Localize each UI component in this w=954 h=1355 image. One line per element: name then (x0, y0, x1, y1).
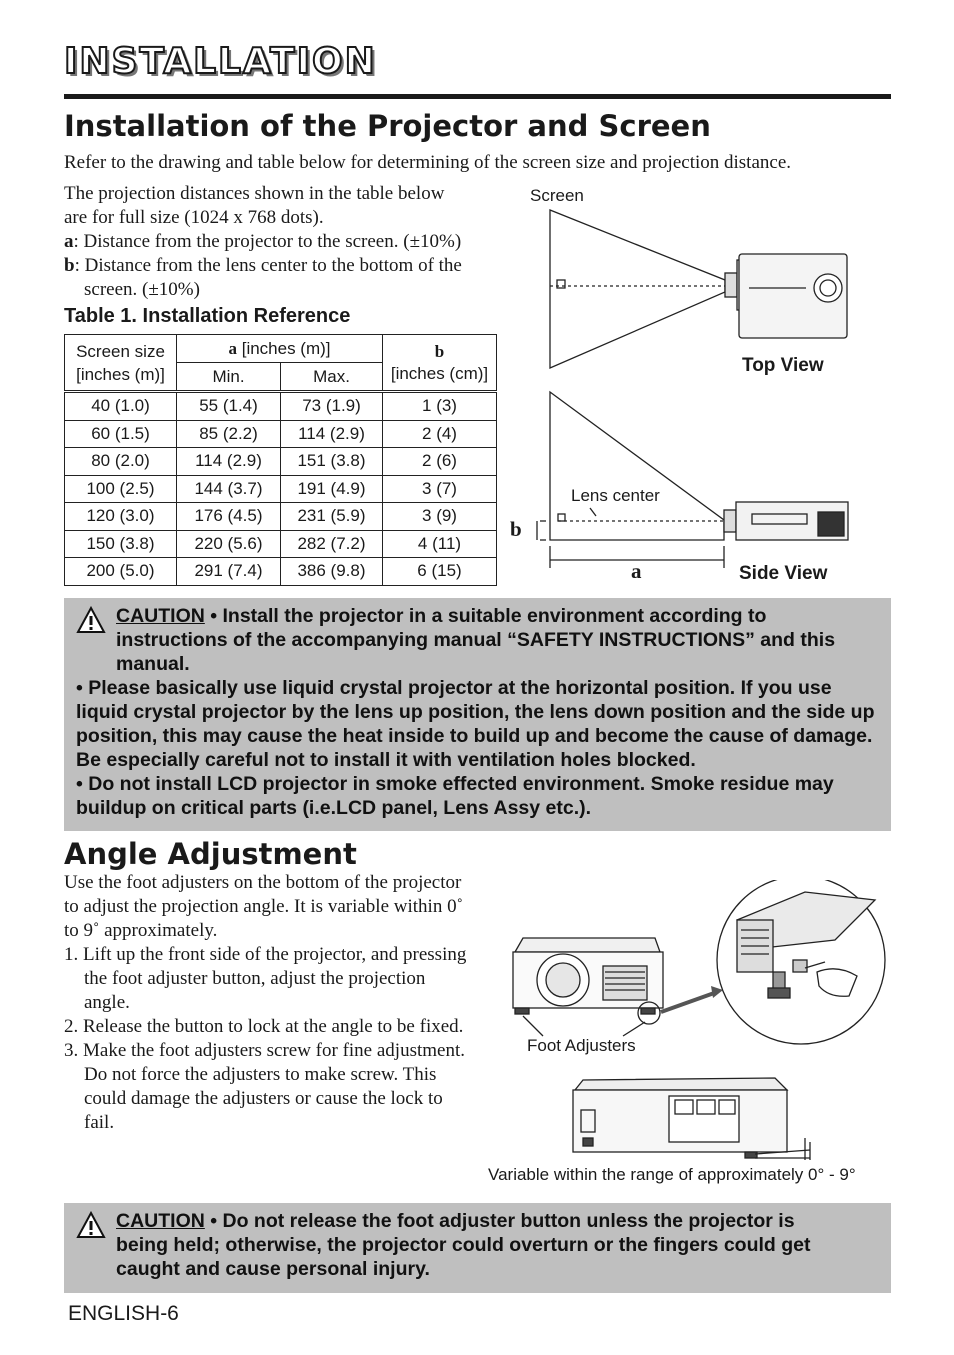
caution-text-cont: instructions of the accompanying manual “SAFETY INSTRUCTIONS” and this manual. (116, 629, 836, 675)
top-view-drawing (550, 210, 847, 368)
table-row (65, 475, 497, 503)
caution-box-foot-adjuster (64, 1203, 891, 1293)
table-cell: 176 (4.5) (177, 503, 281, 531)
warning-triangle-icon (76, 1211, 106, 1239)
table-cell: 282 (7.2) (281, 530, 383, 558)
table-cell: 151 (3.8) (281, 448, 383, 476)
table-cell: 85 (2.2) (177, 420, 281, 448)
page-footer: ENGLISH-6 (68, 1302, 179, 1325)
table-cell: 386 (9.8) (281, 558, 383, 586)
col-header-b-unit: [inches (cm)] (390, 363, 489, 383)
col-header-b (383, 335, 497, 392)
definition-a (64, 230, 504, 254)
table-cell: 6 (15) (383, 558, 497, 586)
description-line: The projection distances shown in the table below (64, 183, 445, 204)
section2-intro: Use the foot adjusters on the bottom of the projector to adjust the projection angle. It is variable within 0˚ to 9˚ approximately. (64, 872, 463, 941)
definition-b-key: b (64, 255, 75, 276)
caution-word: CAUTION (116, 605, 205, 627)
table-cell: 114 (2.9) (281, 420, 383, 448)
table-cell: 100 (2.5) (65, 475, 177, 503)
caution-bullet: • Please basically use liquid crystal projector at the horizontal position. If you use liquid crystal projector by the lens up position, the lens down position and the side up position, this may cause the heat inside to build up and become the cause of damage. Be especially careful not to install it with ventilation holes blocked. (76, 677, 875, 771)
definition-a-text: : Distance from the projector to the screen. (±10%) (73, 231, 462, 252)
table-cell: 291 (7.4) (177, 558, 281, 586)
title-rule (64, 94, 891, 99)
section-heading-angle: Angle Adjustment (64, 837, 357, 871)
foot-adjuster-illustration (505, 880, 890, 1170)
col-header-min: Min. (177, 363, 281, 392)
table-cell: 1 (3) (383, 392, 497, 421)
section2-text (64, 871, 474, 1135)
col-header-max: Max. (281, 363, 383, 392)
table-cell: 220 (5.6) (177, 530, 281, 558)
page-title: INSTALLATION (64, 41, 377, 82)
col-header-screen-size: Screen size [inches (m)] (65, 335, 177, 392)
section1-intro: Refer to the drawing and table below for determining of the screen size and projection distance. (64, 152, 792, 173)
lens-center-label: Lens center (571, 486, 660, 505)
table-cell: 4 (11) (383, 530, 497, 558)
definition-b (64, 254, 504, 302)
caution-word: CAUTION (116, 1210, 205, 1232)
installation-reference-table (64, 334, 497, 586)
table-row (65, 392, 497, 421)
table-cell: 191 (4.9) (281, 475, 383, 503)
table-cell: 150 (3.8) (65, 530, 177, 558)
foot-adjusters-label: Foot Adjusters (527, 1036, 636, 1055)
step-item: 1. Lift up the front side of the projector, and pressing the foot adjuster button, adjust the projection angle. (64, 944, 467, 1013)
screen-label: Screen (530, 186, 584, 205)
table-cell: 200 (5.0) (65, 558, 177, 586)
step-item: 2. Release the button to lock at the angle to be fixed. (64, 1016, 464, 1037)
section1-description (64, 182, 504, 302)
col-header-a-unit: [inches (m)] (241, 338, 331, 358)
col-header-a (177, 335, 383, 363)
top-view-label: Top View (742, 355, 824, 376)
side-view-drawing (537, 392, 848, 568)
projection-diagram (510, 180, 890, 590)
caution-box-environment (64, 598, 891, 831)
col-header-a-key: a (228, 338, 237, 358)
table-cell: 3 (7) (383, 475, 497, 503)
table-row (65, 420, 497, 448)
angle-range-label: Variable within the range of approximately 0° - 9° (488, 1165, 856, 1184)
warning-triangle-icon (76, 606, 106, 634)
table-row (65, 448, 497, 476)
table-row (65, 503, 497, 531)
definition-b-text: : Distance from the lens center to the bottom of the screen. (±10%) (74, 255, 462, 300)
table-cell: 55 (1.4) (177, 392, 281, 421)
table-cell: 3 (9) (383, 503, 497, 531)
col-header-b-key: b (434, 341, 445, 361)
step-item: 3. Make the foot adjusters screw for fine adjustment. Do not force the adjusters to make screw. This could damage the adjusters or cause the lock to fail. (64, 1040, 465, 1133)
table-cell: 231 (5.9) (281, 503, 383, 531)
table-cell: 114 (2.9) (177, 448, 281, 476)
table-row (65, 530, 497, 558)
table-cell: 120 (3.0) (65, 503, 177, 531)
definition-a-key: a (64, 231, 74, 252)
table-cell: 40 (1.0) (65, 392, 177, 421)
description-line: are for full size (1024 x 768 dots). (64, 207, 324, 228)
table-caption: Table 1. Installation Reference (64, 305, 351, 327)
table-cell: 2 (6) (383, 448, 497, 476)
dimension-b-label: b (510, 517, 522, 541)
table-cell: 144 (3.7) (177, 475, 281, 503)
table-cell: 2 (4) (383, 420, 497, 448)
dimension-a-label: a (631, 559, 642, 583)
table-cell: 73 (1.9) (281, 392, 383, 421)
section-heading-installation: Installation of the Projector and Screen (64, 109, 711, 143)
table-cell: 60 (1.5) (65, 420, 177, 448)
caution-bullet: • Do not install LCD projector in smoke effected environment. Smoke residue may buildup on critical parts (i.e.LCD panel, Lens Assy etc.). (76, 773, 834, 819)
table-cell: 80 (2.0) (65, 448, 177, 476)
caution-text: • Install the projector in a suitable environment according to (204, 605, 767, 627)
side-view-label: Side View (739, 563, 828, 584)
caution-text: • Do not release the foot adjuster button unless the projector is (204, 1210, 795, 1232)
caution-text-cont: being held; otherwise, the projector could overturn or the fingers could get caught and cause personal injury. (116, 1234, 811, 1280)
table-row (65, 558, 497, 586)
